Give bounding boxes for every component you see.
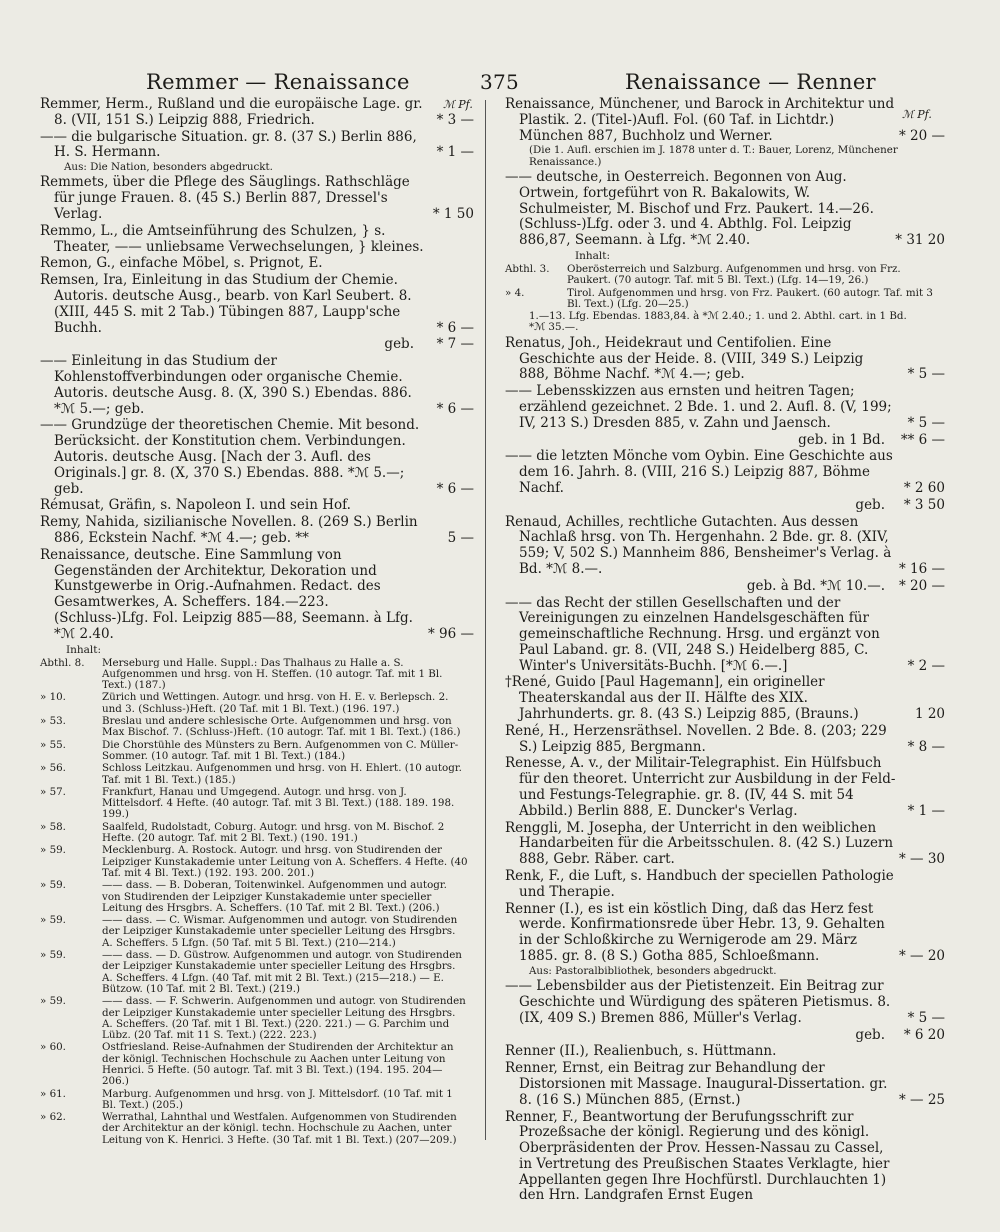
catalog-entry [505,1061,945,1108]
contents-item [40,740,474,763]
entry-text: geb. in 1 Bd. [798,431,885,448]
entry-price: * 96 — [427,625,474,642]
catalog-entry [505,1044,945,1060]
contents-item [40,845,474,879]
contents-text: Oberösterreich und Salzburg. Aufgenommen und hrsg. von Frz. Paukert. (70 autogr. Taf. mit 5 Bl. Text.) (Lfg. 14—19, 26.) [567,262,901,287]
entry-text: Remmo, L., die Amtseinführung des Schulzen, } s. Theater, —— unliebsame Verwechselungen, } kleines. [40,222,424,255]
entry-text: Remmer, Herm., Rußland und die europäische Lage. gr. 8. (VII, 151 S.) Leipzig 888, Friedrich. [40,96,423,128]
inhalt-heading: Inhalt: [575,249,611,262]
entry-price: * — 25 [898,1091,945,1108]
entry-text: Renner (II.), Realienbuch, s. Hüttmann. [505,1043,777,1060]
section-number: Abthl. 8. [40,656,85,669]
binding-variant [505,1028,945,1044]
contents-text: Breslau und andere schlesische Orte. Aufgenommen und hrsg. von Max Bischof. 7. (Schluss-)Heft. (10 autogr. Taf. mit 1 Bl. Text.) (186.) [102,715,461,739]
contents-item [40,658,474,692]
entry-price: * 16 — [898,560,945,577]
section-number: » 62. [40,1111,66,1124]
binding-variant [505,498,945,514]
entry-text: Renggli, M. Josepha, der Unterricht in den weiblichen Handarbeiten für die Arbeitsschulen. 8. (42 S.) Luzern 888, Gebr. Räber. cart. [505,819,894,868]
section-number: » 59. [40,844,66,857]
contents-item [40,996,474,1041]
page-number: 375 [480,70,520,94]
section-number: » 56. [40,762,66,775]
catalog-entry [505,902,945,965]
contents-text: Mecklenburg. A. Rostock. Autogr. und hrsg. von Studirenden der Leipziger Kunstakademie unter Leitung von A. Scheffers. 4 Hefte. (40 Taf. mit 4 Bl. Text.) (192. 193. 200. 201.) [102,844,468,879]
catalog-entry [505,170,945,249]
inhalt-heading: Inhalt: [66,643,102,656]
entry-price: * 20 — [898,577,945,594]
entry-text: —— Lebensbilder aus der Pietistenzeit. Ein Beitrag zur Geschichte und Würdigung des späteren Pietismus. 8. (IX, 409 S.) Bremen 886, Müller's Verlag. [505,978,891,1026]
contents-text: Zürich und Wettingen. Autogr. und hrsg. von H. E. v. Berlepsch. 2. und 3. (Schluss-)Heft. (20 Taf. mit 1 Bl. Text.) (196. 197.) [102,691,449,715]
left-column [40,97,474,1147]
section-number: » 59. [40,879,66,892]
entry-text: Remmets, über die Pflege des Säuglings. Rathschläge für junge Frauen. 8. (45 S.) Berlin 887, Dressel's Verlag. [40,174,410,223]
entry-text: geb. [855,1026,885,1043]
entry-price: * 7 — [436,336,474,353]
contents-text: Saalfeld, Rudolstadt, Coburg. Autogr. und hrsg. von M. Bischof. 2 Hefte. (20 autogr. Taf. mit 2 Bl. Text.) (190. 191.) [102,820,445,845]
contents-item [40,822,474,845]
entry-price: * 31 20 [895,232,945,249]
entry-text: —— die letzten Mönche vom Oybin. Eine Geschichte aus dem 16. Jahrh. 8. (VIII, 216 S.) Leipzig 887, Böhme Nachf. [505,448,893,496]
catalog-entry [505,336,945,383]
binding-variant [505,433,945,449]
bibliographic-note: (Die 1. Aufl. erschien im J. 1878 unter d. T.: Bauer, Lorenz, Münchener Renaissance.) [529,144,898,168]
entry-text: —— Grundzüge der theoretischen Chemie. Mit besond. Berücksicht. der Konstitution chem. Verbindungen. Autoris. deutsche Ausg. [Nach der 3. Aufl. des Originals.] gr. 8. (X, 370 S.) Ebendas. 888. *ℳ 5.—; geb. [40,417,420,497]
section-number: » 59. [40,914,66,927]
catalog-entry [505,1110,945,1205]
contents-text: Werrathal, Lahnthal und Westfalen. Aufgenommen von Studirenden der Architektur an der königl. techn. Hochschule zu Aachen, unter Leitung von K. Henrici. 3 Hefte. (30 Taf. mit 1 Bl. Text.) (207—209.) [102,1111,457,1146]
entry-text: Renner, F., Beantwortung der Berufungsschrift zur Prozeßsache der königl. Regierung und des königl. Oberpräsidenten der Prov. Hessen-Nassau zu Cassel, in Vertretung des Preußischen Staates Verklagte, hier Appellanten gegen Ihre Hochfürstl. Durchlauchten 1) den Hrn. Landgrafen Ernst Eugen [505,1108,890,1204]
entry-text: Renaissance, Münchener, und Barock in Architektur und Plastik. 2. (Titel-)Aufl. Fol. (60 Taf. in Lichtdr.) München 887, Buchholz und Werner. [505,96,895,144]
currency-unit-left: ℳ Pf. [443,98,473,111]
entry-price: * 1 50 [432,206,474,223]
entry-text: Renaud, Achilles, rechtliche Gutachten. Aus dessen Nachlaß hrsg. von Th. Hergenhahn. 2 Bde. gr. 8. (XIV, 559; V, 502 S.) Mannheim 886, Bensheimer's Verlag. à Bd. *ℳ 8.—. [505,513,892,577]
entry-price: * 8 — [907,738,945,755]
catalog-entry [40,354,474,417]
section-number: » 57. [40,785,66,798]
contents-item [40,1112,474,1146]
entry-text: Rémusat, Gräfin, s. Napoleon I. und sein Hof. [40,497,351,514]
entry-text: —— das Recht der stillen Gesellschaften und der Vereinigungen zu einzelnen Handelsgeschäften für gemeinschaftliche Rechnung. Hrsg. und ergänzt von Paul Laband. gr. 8. (VII, 248 S.) Heidelberg 885, C. Winter's Universitäts-Buchh. [*ℳ 6.—.] [505,594,880,674]
entry-price: ** 6 — [900,431,945,448]
entry-text: †René, Guido [Paul Hagemann], ein origineller Theaterskandal aus der II. Hälfte des XIX. Jahrhunderts. gr. 8. (43 S.) Leipzig 885, (Brauns.) [505,674,859,723]
catalog-entry [40,515,474,547]
entry-price: * 2 60 [903,479,945,496]
section-number: » 55. [40,738,66,751]
contents-item [505,288,945,311]
entry-price: 5 — [447,530,474,547]
binding-variant [40,337,474,353]
contents-item [40,763,474,786]
section-number: » 4. [505,286,525,299]
running-head-right: Renaissance — Renner [625,70,876,94]
entry-price: 1 20 [914,706,945,723]
contents-text: Schloss Leitzkau. Aufgenommen und hrsg. von H. Ehlert. (10 autogr. Taf. mit 1 Bl. Text.) (185.) [102,762,462,786]
entry-text: geb. [855,496,885,513]
entry-text: Renaissance, deutsche. Eine Sammlung von Gegenständen der Architektur, Dekoration und Kunstgewerbe in Orig.-Aufnahmen. Redact. des Gesamtwerkes, A. Scheffers. 184.—223. (Schluss-)Lfg. Fol. Leipzig 885—88, Seemann. à Lfg. *ℳ 2.40. [40,546,413,642]
entry-text: René, H., Herzensräthsel. Novellen. 2 Bde. 8. (203; 229 S.) Leipzig 885, Bergmann. [505,722,887,755]
contents-item [40,1089,474,1112]
entry-price: * 5 — [907,1009,945,1026]
entry-text: geb. à Bd. *ℳ 10.—. [746,577,885,594]
entry-price: * 1 — [907,802,945,819]
entry-text: geb. [384,336,414,353]
contents-text: —— dass. — D. Güstrow. Aufgenommen und autogr. von Studirenden der Leipziger Kunstakademie unter specieller Leitung des Hrsgbrs. A. Scheffers. 4 Lfgn. (40 Taf. mit mit 2 Bl. Text.) (215—218.) — E. Bützow. (10 Taf. mit 2 Bl. Text.) (219.) [102,949,462,995]
entry-text: —— deutsche, in Oesterreich. Begonnen von Aug. Ortwein, fortgeführt von R. Bakalowits, W. Schulmeister, M. Bischof und Frz. Paukert. 14.—26. (Schluss-)Lfg. oder 3. und 4. Abthlg. Fol. Leipzig 886,87, Seemann. à Lfg. *ℳ 2.40. [505,168,874,249]
contents-text: Marburg. Aufgenommen und hrsg. von J. Mittelsdorf. (10 Taf. mit 1 Bl. Text.) (205.) [102,1087,453,1111]
entry-price: * — 20 [898,948,945,965]
contents-text: Tirol. Aufgenommen und hrsg. von Frz. Paukert. (60 autogr. Taf. mit 3 Bl. Text.) (Lfg. 20—25.) [567,286,933,310]
catalog-entry [40,418,474,497]
contents-item [40,880,474,914]
entry-price: * 6 20 [903,1026,945,1043]
contents-text: Merseburg und Halle. Suppl.: Das Thalhaus zu Halle a. S. Aufgenommen und hrsg. von H. Steffen. (10 autogr. Taf. mit 1 Bl. Text.) (187.) [102,656,443,692]
contents-text: Ostfriesland. Reise-Aufnahmen der Studirenden der Architektur an der königl. Technischen Hochschule zu Aachen unter Leitung von Henrici. 5 Hefte. (50 autogr. Taf. mit 3 Bl. Text.) (194. 195. 204—206.) [102,1041,454,1088]
section-number: » 58. [40,820,66,833]
catalog-entry [505,449,945,496]
entry-price: * 6 — [436,319,474,336]
bibliographic-note: Aus: Die Nation, besonders abgedruckt. [64,161,273,174]
contents-text: —— dass. — B. Doberan, Toitenwinkel. Aufgenommen und autogr. von Studirenden der Leipziger Kunstakademie unter specieller Leitung des Hrsgbrs. A. Scheffers. (10 Taf. mit 2 Bl. Text.) (206.) [102,879,447,914]
section-number: Abthl. 3. [505,262,550,275]
running-head-left: Remmer — Renaissance [146,70,410,94]
catalog-entry [505,869,945,901]
catalog-entry [505,821,945,868]
entry-text: Remy, Nahida, sizilianische Novellen. 8. (269 S.) Berlin 886, Eckstein Nachf. *ℳ 4.—; geb. ** [40,514,418,547]
catalog-entry [40,498,474,514]
catalog-entry [505,515,945,578]
entry-text: Renner, Ernst, ein Beitrag zur Behandlung der Distorsionen mit Massage. Inaugural-Dissertation. gr. 8. (16 S.) München 885, (Ernst.) [505,1060,888,1108]
entry-text: Renatus, Joh., Heidekraut und Centifolien. Eine Geschichte aus der Heide. 8. (VIII, 349 S.) Leipzig 888, Böhme Nachf. *ℳ 4.—; geb. [505,334,864,383]
catalog-entry [505,97,945,144]
catalog-entry [40,256,474,272]
currency-unit-right: ℳ Pf. [902,108,932,121]
contents-item [40,915,474,949]
entry-price: * 3 — [436,111,474,128]
catalog-entry [505,724,945,756]
catalog-entry [40,548,474,643]
section-number: » 53. [40,715,66,728]
contents-text: —— dass. — C. Wismar. Aufgenommen und autogr. von Studirenden der Leipziger Kunstakademie unter specieller Leitung des Hrsgbrs. A. Scheffers. 5 Lfgn. (50 Taf. mit 5 Bl. Text.) (210—214.) [102,914,458,949]
section-number: » 59. [40,995,66,1008]
section-number: » 60. [40,1041,66,1054]
contents-item [40,692,474,715]
catalog-entry [40,273,474,336]
contents-item [40,1042,474,1087]
entry-price: * 6 — [436,480,474,497]
catalog-entry [40,175,474,222]
section-number: » 59. [40,949,66,962]
entry-price: * — 30 [898,851,945,868]
entry-text: —— Einleitung in das Studium der Kohlenstoffverbindungen oder organische Chemie. Autoris. deutsche Ausg. 8. (X, 390 S.) Ebendas. 886. *ℳ 5.—; geb. [40,353,412,417]
contents-text: —— dass. — F. Schwerin. Aufgenommen und autogr. von Studirenden der Leipziger Kunstakademie unter specieller Leitung des Hrsgbrs. A. Scheffers. (20 Taf. mit 1 Bl. Text.) (220. 221.) — G. Parchim und Lübz. (20 Taf. mit 11 S. Text.) (222. 223.) [102,995,466,1042]
catalog-entry [40,224,474,256]
contents-item [505,264,945,287]
column-divider [485,100,486,1140]
bibliographic-note: 1.—13. Lfg. Ebendas. 1883,84. à *ℳ 2.40.; 1. und 2. Abthl. cart. in 1 Bd. *ℳ 35.—. [529,310,907,334]
entry-text: Renner (I.), es ist ein köstlich Ding, daß das Herz fest werde. Konfirmationsrede über Hebr. 13, 9. Gehalten in der Schloßkirche zu Wernigerode am 29. März 1885. gr. 8. (8 S.) Gotha 885, Schloeßmann. [505,900,885,965]
entry-text: Remon, G., einfache Möbel, s. Prignot, E. [40,255,323,272]
entry-text: Remsen, Ira, Einleitung in das Studium der Chemie. Autoris. deutsche Ausg., bearb. von Karl Seubert. 8. (XIII, 445 S. mit 2 Tab.) Tübingen 887, Laupp'sche Buchh. [40,272,412,336]
entry-price: * 5 — [907,414,945,431]
bibliographic-note: Aus: Pastoralbibliothek, besonders abgedruckt. [529,964,777,977]
entry-price: * 20 — [898,127,945,144]
contents-item [40,950,474,995]
entry-price: * 5 — [907,366,945,383]
catalog-entry [505,979,945,1026]
entry-text: Renesse, A. v., der Militair-Telegraphist. Ein Hülfsbuch für den theoret. Unterricht zur Ausbildung in der Feld- und Festungs-Telegraphie. gr. 8. (IV, 44 S. mit 54 Abbild.) Berlin 888, E. Duncker's Verlag. [505,755,896,819]
catalog-entry [505,756,945,819]
entry-price: * 6 — [436,400,474,417]
catalog-entry [505,384,945,431]
contents-item [40,787,474,821]
entry-text: —— Lebensskizzen aus ernsten und heitren Tagen; erzählend gezeichnet. 2 Bde. 1. und 2. Aufl. 8. (V, 199; IV, 213 S.) Dresden 885, v. Zahn und Jaensch. [505,383,892,431]
entry-text: —— die bulgarische Situation. gr. 8. (37 S.) Berlin 886, H. S. Hermann. [40,128,417,161]
entry-price: * 2 — [907,657,945,674]
entry-price: * 3 50 [903,496,945,513]
contents-text: Die Chorstühle des Münsters zu Bern. Aufgenommen von C. Müller-Sommer. (10 autogr. Taf. mit 1 Bl. Text.) (184.) [102,738,459,762]
entry-price: * 1 — [436,144,474,161]
section-number: » 10. [40,691,66,704]
binding-variant [505,579,945,595]
catalog-entry [505,675,945,722]
entry-text: Renk, F., die Luft, s. Handbuch der speciellen Pathologie und Therapie. [505,868,894,900]
catalog-entry [40,97,474,129]
section-number: » 61. [40,1087,66,1100]
right-column [505,97,945,1205]
catalog-entry [505,596,945,675]
catalog-entry [40,130,474,162]
contents-text: Frankfurt, Hanau und Umgegend. Autogr. und hrsg. von J. Mittelsdorf. 4 Hefte. (40 autogr. Taf. mit 3 Bl. Text.) (188. 189. 198. 199.) [102,785,455,821]
contents-item [40,716,474,739]
